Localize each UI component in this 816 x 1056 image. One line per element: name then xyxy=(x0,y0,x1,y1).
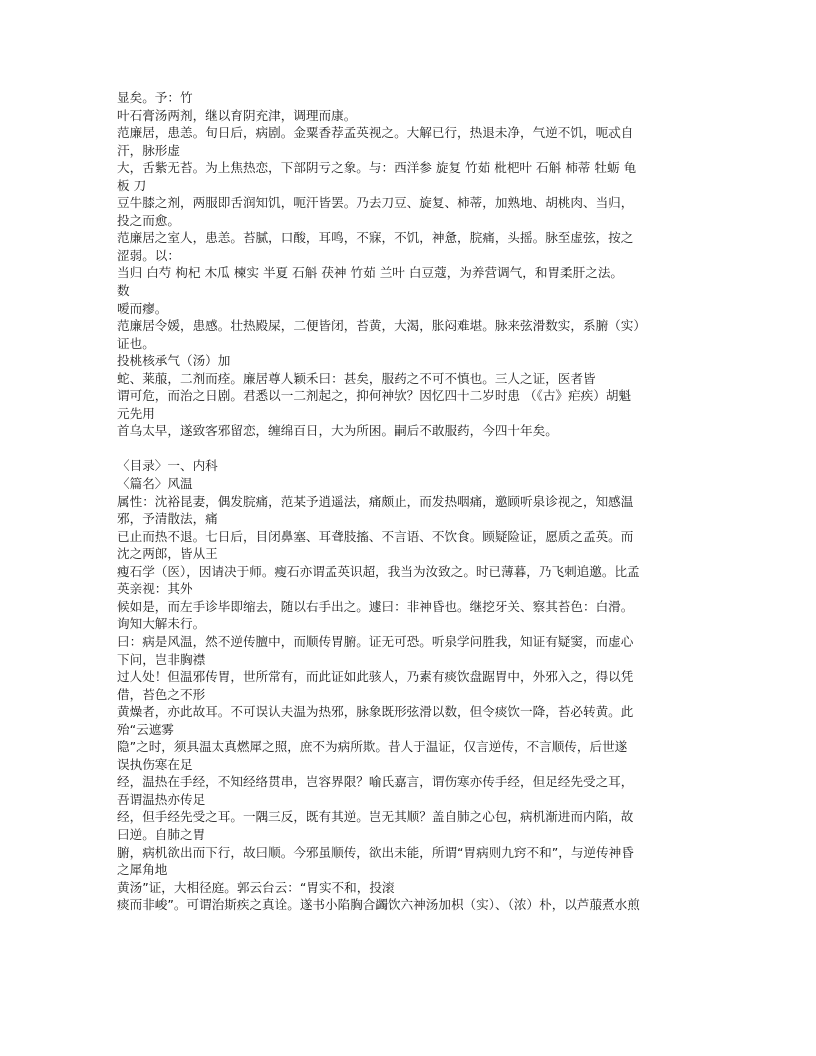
text-line: 经，温热在手经，不知经络贯串，岂容界限？喻氏嘉言，谓伤寒亦传手经，但足经先受之耳， xyxy=(117,774,634,790)
text-line: 显矣。予：竹 xyxy=(117,90,193,105)
text-line: 豆牛膝之剂，两服即舌润知饥，呃汗皆罢。乃去刀豆、旋复、柿蒂，加熟地、胡桃肉、当归， xyxy=(117,195,634,211)
text-line: 黄汤”证，大相径庭。郭云台云：“胃实不和，投滚 xyxy=(117,879,395,895)
text-line: 腑，病机欲出而下行，故曰顺。今邪虽顺传，欲出未能，所谓“胃病则九窍不和”，与逆传神昏 xyxy=(117,844,634,860)
text-line: 〈目录〉一、内科 xyxy=(117,458,218,474)
text-line: 数 xyxy=(117,283,130,299)
text-line: 〈篇名〉风温 xyxy=(117,476,193,492)
text-line: 范廉居之室人，患恙。苔腻，口酸，耳鸣，不寐，不饥，神惫，脘痛，头摇。脉至虚弦，按之 xyxy=(117,230,634,246)
document-text-body xyxy=(117,89,703,914)
text-line: 英亲视：其外 xyxy=(117,581,193,597)
text-line: 沈之两郎，皆从王 xyxy=(117,546,218,562)
text-line: 殆“云遮雾 xyxy=(117,721,174,737)
text-line: 投桃核承气（汤）加 xyxy=(117,353,231,369)
text-line: 黄燥者，亦此故耳。不可误认夫温为热邪，脉象既形弦滑以数，但令痰饮一降，苔必转黄。此 xyxy=(117,704,634,720)
text-line: 板 刀 xyxy=(117,177,147,193)
text-line: 叶石膏汤两剂，继以育阴充津，调理而康。 xyxy=(117,107,357,123)
text-line: 嗳而瘳。 xyxy=(117,300,168,316)
text-line: 当归 白芍 枸杞 木瓜 楝实 半夏 石斛 茯神 竹茹 兰叶 白豆蔻，为养营调气，和胃柔肝之法。 xyxy=(117,265,624,281)
text-line: 首乌太早，遂致客邪留恋，缠绵百日，大为所困。嗣后不敢服药，今四十年矣。 xyxy=(117,423,558,439)
text-line: 证也。 xyxy=(117,335,155,351)
text-line: 下问，岂非胸襟 xyxy=(117,651,206,667)
text-line: 误执伤寒在足 xyxy=(117,756,193,772)
text-line: 涩弱。以： xyxy=(117,247,180,263)
text-line: 曰逆。自肺之胃 xyxy=(117,826,206,842)
text-line: 蛇、莱菔，二剂而痊。廉居尊人颖禾曰：甚矣，服药之不可不慎也。三人之证，医者皆 xyxy=(117,370,596,386)
text-line: 曰：病是风温，然不逆传膻中，而顺传胃腑。证无可恐。听泉学问胜我，知证有疑窦，而虚心 xyxy=(117,633,634,649)
text-line: 属性：沈裕昆妻，偶发脘痛，范某予逍遥法，痛颇止，而发热咽痛，邀顾听泉诊视之，知感温 xyxy=(117,493,634,509)
text-line: 痰而非峻”。可谓治斯疾之真诠。遂书小陷胸合蠲饮六神汤加枳（实）、（浓）朴，以芦菔煮水煎 xyxy=(117,897,640,913)
text-line: 大，舌紫无苔。为上焦热恋，下部阴亏之象。与：西洋参 旋复 竹茹 枇杷叶 石斛 柿蒂 牡蛎 龟 xyxy=(117,160,637,176)
text-line: 借，苔色之不形 xyxy=(117,686,206,702)
text-line: 已止而热不退。七日后，目闭鼻塞、耳聋肢搐、不言语、不饮食。顾疑险证，愿质之孟英。而 xyxy=(117,528,634,544)
text-line: 之犀角地 xyxy=(117,862,168,878)
text-line: 候如是，而左手诊毕即缩去，随以右手出之。遽曰：非神昏也。继挖牙关、察其苔色：白滑。 xyxy=(117,598,634,614)
text-line: 隐”之时，须具温太真燃犀之照，庶不为病所欺。昔人于温证，仅言逆传，不言顺传，后世遂 xyxy=(117,739,628,755)
text-line: 元先用 xyxy=(117,405,155,421)
text-line: 投之而愈。 xyxy=(117,212,180,228)
text-line: 吾谓温热亦传足 xyxy=(117,791,206,807)
text-line-blank xyxy=(117,440,703,458)
text-line: 谓可危，而治之日剧。君悉以一二剂起之，抑何神欤？因忆四十二岁时患 （《古》疟疾）胡魁 xyxy=(117,388,632,404)
text-line: 邪，予清散法，痛 xyxy=(117,511,218,527)
text-line: 瘦石学（医），因请决于师。瘦石亦谓孟英识超，我当为汝致之。时已薄暮，乃飞刺追邀。比孟 xyxy=(117,563,640,579)
text-line: 范廉居令媛，患感。壮热殿屎，二便皆闭，苔黄，大渴，胀闷难堪。脉来弦滑数实，系腑（实） xyxy=(117,318,646,334)
text-line: 询知大解未行。 xyxy=(117,616,206,632)
text-line: 汗，脉形虚 xyxy=(117,142,180,158)
text-line: 范廉居，患恙。旬日后，病剧。金粟香荐孟英视之。大解已行，热退未净，气逆不饥，呃忒自 xyxy=(117,125,634,141)
text-line: 过人处！但温邪传胃，世所常有，而此证如此骇人，乃素有痰饮盘踞胃中，外邪入之，得以凭 xyxy=(117,669,634,685)
text-line: 经，但手经先受之耳。一隅三反，既有其逆。岂无其顺？盖自肺之心包，病机渐进而内陷，故 xyxy=(117,809,634,825)
